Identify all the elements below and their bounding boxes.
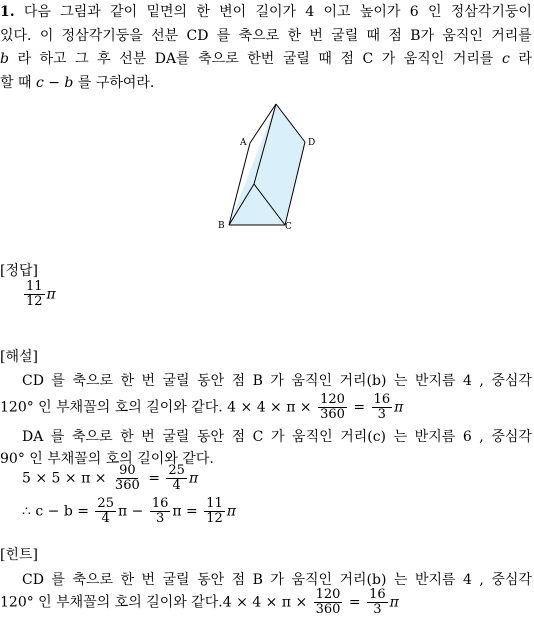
word: DA를 [154, 51, 190, 67]
word: 변이 [219, 4, 247, 20]
word: B가 [410, 28, 435, 44]
word: 축으로 [72, 373, 114, 389]
word: 반지름 [414, 429, 456, 445]
word: c [501, 51, 510, 67]
word: 길이가 [255, 4, 297, 20]
problem-number: 1. [0, 4, 15, 20]
word: 움직인 [291, 373, 333, 389]
word: 4 [463, 572, 472, 588]
answer-header: [정답] [0, 263, 38, 279]
word: 있다. [0, 28, 32, 44]
vertex-label-b: B [218, 221, 225, 231]
hint-line-1 [22, 570, 532, 590]
solution-p2-line-1 [22, 427, 532, 447]
word: 를 [216, 28, 231, 44]
word: , [479, 572, 484, 588]
word: 가 [270, 572, 284, 588]
word: 축으로 [72, 572, 114, 588]
word: CD [22, 373, 44, 389]
word: 를 [51, 572, 65, 588]
word: 거리(b) [339, 373, 387, 389]
word: 한 [120, 373, 135, 389]
word: 점 [231, 572, 246, 588]
word: 정삼각기둥을 [61, 28, 143, 44]
word: 거리를 [452, 51, 494, 67]
word: 점 [388, 28, 402, 44]
word: 이고 [323, 4, 351, 20]
word: C [362, 51, 374, 67]
word: 4 [305, 4, 315, 20]
word: 인 [427, 4, 442, 20]
word: 라 [17, 51, 32, 67]
word: 한번 [247, 51, 275, 67]
word: 때 [366, 28, 381, 44]
word: 는 [393, 373, 408, 389]
word: 점 [231, 373, 246, 389]
hint-line-2: 120° 인 부채꼴의 호의 길이와 같다.4 × 4 × π × $\frac{120}{360}$ = $\frac{16}{3}$ π [0, 587, 399, 617]
word: 움직인 [403, 51, 445, 67]
word: 라 [518, 51, 532, 67]
word: 가 [270, 373, 284, 389]
word: 거리를 [491, 28, 532, 44]
word: 축으로 [198, 51, 239, 67]
word: 거리(b) [339, 572, 387, 588]
word: 때 [318, 51, 332, 67]
word: , [479, 429, 484, 445]
word: 번 [141, 572, 156, 588]
solution-p2-line-2: 90° 인 부채꼴의 호의 길이와 같다. [0, 451, 214, 467]
word: 를 [50, 429, 65, 445]
solution-p1-line-2: 120° 인 부채꼴의 호의 길이와 같다. 4 × 4 × π × $\frac{120}{360}$ = $\frac{16}{3}$ π [0, 392, 404, 422]
hint-header: [힌트] [0, 547, 38, 563]
word: 가 [270, 429, 285, 445]
word: 굴릴 [162, 373, 190, 389]
word: 중심각 [491, 429, 532, 445]
word: 한 [120, 572, 135, 588]
word: 동안 [197, 572, 225, 588]
word: b [0, 51, 9, 67]
word: 정삼각기둥이 [450, 4, 532, 20]
word: CD [22, 572, 44, 588]
word: 다음 [23, 4, 51, 20]
vertex-label-d: D [308, 138, 316, 148]
vertex-label-c: C [285, 222, 292, 232]
word: 굴릴 [162, 572, 190, 588]
word: 중심각 [491, 373, 532, 389]
word: 밑면의 [146, 4, 188, 20]
word: 한 [287, 28, 302, 44]
word: 거리(c) [340, 429, 387, 445]
word: 그 [75, 51, 89, 67]
word: 이 [39, 28, 54, 44]
word: 는 [393, 572, 408, 588]
word: B [252, 373, 263, 389]
word: 6 [409, 4, 419, 20]
word: 선분 [151, 28, 179, 44]
solution-p1-line-1 [22, 371, 532, 391]
word: 높이가 [359, 4, 401, 20]
word: 반지름 [414, 373, 456, 389]
word: 굴릴 [282, 51, 310, 67]
word: 반지름 [414, 572, 456, 588]
word: 가 [381, 51, 396, 67]
word: 동안 [196, 429, 225, 445]
word: 굴릴 [162, 429, 190, 445]
word: 축으로 [238, 28, 280, 44]
word: 선분 [119, 51, 147, 67]
solution-header: [해설] [0, 349, 38, 365]
word: 번 [309, 28, 323, 44]
word: 6 [462, 429, 472, 445]
solution-p2-calc: 5 × 5 × π × $\frac{90}{360}$ = $\frac{25}{4}$ π [22, 463, 199, 493]
word: 중심각 [491, 572, 532, 588]
word: C [252, 429, 264, 445]
word: 후 [97, 51, 111, 67]
vertex-label-a: A [240, 138, 247, 148]
word: 움직인 [291, 572, 333, 588]
solution-therefore: ∴ c − b = $\frac{25}{4}$ π − $\frac{16}{3}$ π = $\frac{11}{12}$ π [22, 496, 236, 526]
word: B [252, 572, 263, 588]
answer-value: $\frac{11}{12}$ π [26, 279, 56, 309]
word: 하고 [39, 51, 67, 67]
word: 를 [51, 373, 65, 389]
word: DA [22, 429, 44, 445]
word: 점 [231, 429, 246, 445]
word: 4 [463, 373, 472, 389]
word: 축으로 [72, 429, 113, 445]
word: 그림과 [60, 4, 101, 20]
word: 움직인 [442, 28, 483, 44]
word: 번 [141, 429, 155, 445]
word: 움직인 [292, 429, 333, 445]
word: 동안 [197, 373, 225, 389]
word: , [479, 373, 484, 389]
word: 번 [141, 373, 156, 389]
word: 같이 [110, 4, 138, 20]
word: CD [186, 28, 209, 44]
word: 한 [120, 429, 134, 445]
word: 점 [340, 51, 354, 67]
word: 굴릴 [331, 28, 359, 44]
word: 는 [393, 429, 408, 445]
problem-line-4: 할 때 c − b 를 구하여라. [0, 75, 155, 91]
word: 한 [196, 4, 210, 20]
